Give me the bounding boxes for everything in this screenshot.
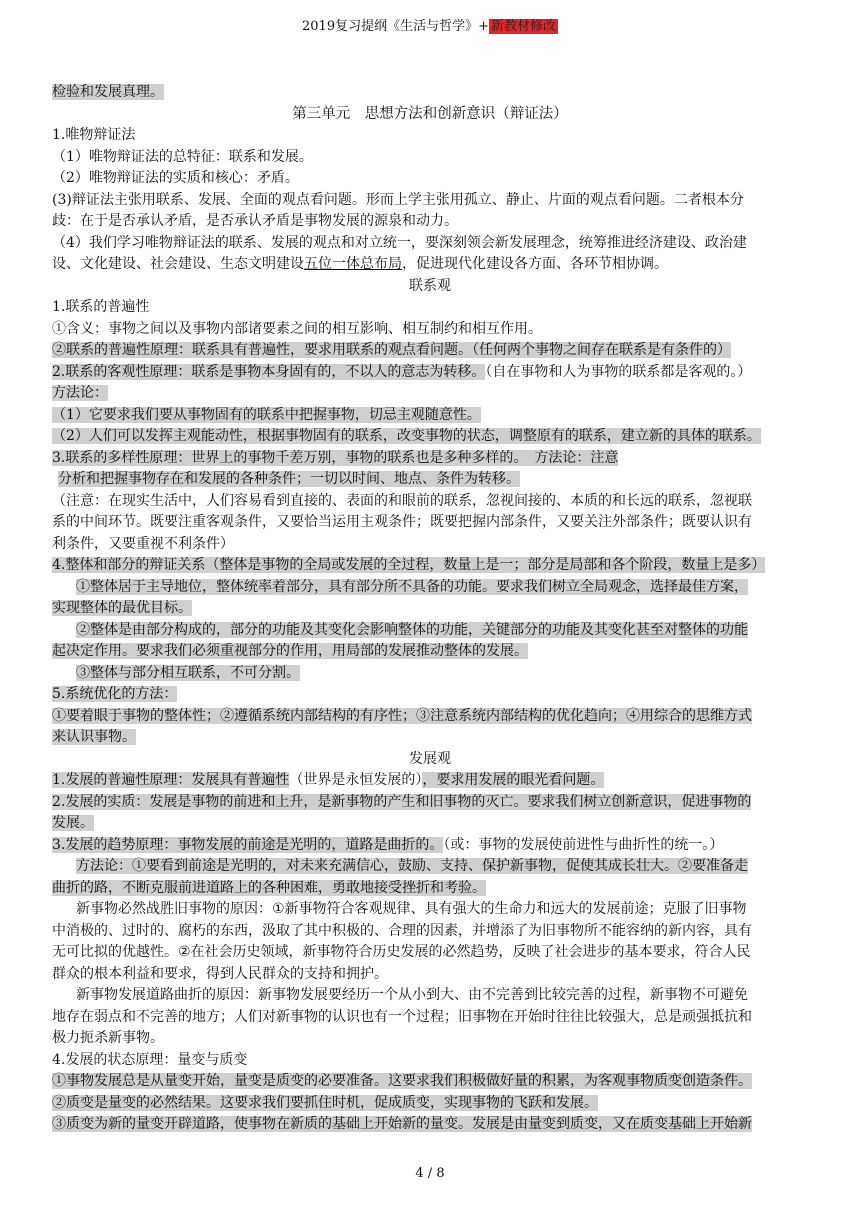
note-line: 新事物必然战胜旧事物的原因：①新事物符合客观规律、具有强大的生命力和远大的发展前途；克服了旧事物 <box>76 901 747 917</box>
text-line: ②整体是由部分构成的，部分的功能及其变化会影响整体的功能，关键部分的功能及其变化甚至对整体的功能 <box>76 621 748 638</box>
text-span: ，促进现代化建设各方面、各环节相协调。 <box>402 256 668 272</box>
highlighted-text: 2.联系的客观性原理：联系是事物本身固有的，不以人的意志为转移。 <box>52 363 486 380</box>
text-line: 3.联系的多样性原理：世界上的事物千差万别，事物的联系也是多种多样的。 方法论：注意 <box>52 449 619 466</box>
text-line: ①要着眼于事物的整体性；②遵循系统内部结构的有序性；③注意系统内部结构的优化趋向；④用综合的思维方式 <box>52 707 752 724</box>
highlighted-note: （任何两个事物之间存在联系是有条件的） <box>472 342 731 358</box>
text-line: ②质变是量变的必然结果。这要求我们要抓住时机，促成质变，实现事物的飞跃和发展。 <box>52 1094 598 1111</box>
text-line <box>52 254 808 276</box>
text-line <box>52 362 808 384</box>
highlighted-text: ②联系的普遍性原理：联系具有普遍性，要求用联系的观点看问题。 <box>52 342 472 358</box>
highlighted-text: ，要求用发展的眼光看问题。 <box>422 772 605 788</box>
page-number: 4 <box>415 1166 424 1181</box>
text-line: ①含义：事物之间以及事物内部诸要素之间的相互影响、相互制约和相互作用。 <box>52 320 542 337</box>
text-line: （4）我们学习唯物辩证法的联系、发展的观点和对立统一，要深刻领会新发展理念，统筹推进经济建设、政治建 <box>52 234 747 251</box>
text-line: 曲折的路，不断克服前进道路上的各种困难，勇敢地接受挫折和考验。 <box>52 879 486 896</box>
note-line: 利条件，又要重视不利条件） <box>52 535 234 552</box>
highlighted-text: 4.整体和部分的辩证关系 <box>52 557 206 573</box>
note-text: （世界是永恒发展的） <box>289 772 423 788</box>
text-line: 歧：在于是否承认矛盾，是否承认矛盾是事物发展的源泉和动力。 <box>52 213 458 229</box>
text-line: 起决定作用。要求我们必须重视部分的作用，用局部的发展推动整体的发展。 <box>52 643 528 659</box>
page-total: 8 <box>436 1166 445 1181</box>
text-line: 发展。 <box>52 815 94 831</box>
highlighted-text: 1.发展的普遍性原理：发展具有普遍性 <box>52 772 290 788</box>
text-line: ③质变为新的量变开辟道路，使事物在新质的基础上开始新的量变。发展是由量变到质变，又在质变基础上开始新 <box>52 1116 752 1132</box>
note-line: 群众的根本利益和要求，得到人民群众的支持和拥护。 <box>52 965 388 982</box>
text-line: （1）唯物辩证法的总特征：联系和发展。 <box>52 148 313 165</box>
text-line: （1）它要求我们要从事物固有的联系中把握事物，切忌主观随意性。 <box>52 406 481 423</box>
highlighted-note: （整体是事物的全局或发展的全过程，数量上是一；部分是局部和各个阶段，数量上是多） <box>205 557 766 573</box>
text-line: ①整体居于主导地位，整体统率着部分，具有部分所不具备的功能。要求我们树立全局观念，选择最佳方案， <box>76 578 748 595</box>
text-line <box>52 555 808 577</box>
text-line: 5.系统优化的方法： <box>52 686 178 702</box>
text-line: 4.发展的状态原理：量变与质变 <box>52 1051 248 1068</box>
text-line <box>52 835 808 857</box>
text-line: 方法论：①要看到前途是光明的，对未来充满信心，鼓励、支持、保护新事物，促使其成长壮大。②要准备走 <box>76 858 748 874</box>
underlined-text: 五位一体总布局 <box>304 256 402 272</box>
header-title: 2019复习提纲《生活与哲学》+ <box>302 19 489 34</box>
note-line: 无可比拟的优越性。②在社会历史领域，新事物符合历史发展的必然趋势，反映了社会进步的基本要求，符合人民 <box>52 944 751 960</box>
text-line: 实现整体的最优目标。 <box>52 600 192 616</box>
text-line: （2）唯物辩证法的实质和核心：矛盾。 <box>52 170 299 186</box>
page-header <box>0 18 860 36</box>
document-body <box>52 82 808 1136</box>
note-text: （自在事物和人为事物的联系都是客观的。） <box>485 363 752 380</box>
note-line: 极力扼杀新事物。 <box>52 1030 164 1046</box>
text-line: 来认识事物。 <box>52 729 136 745</box>
note-line: 地存在弱点和不完善的地方；人们对新事物的认识也有一个过程；旧事物在开始时往往比较强大，总是顽强抵抗和 <box>52 1008 752 1025</box>
text-line: 1.联系的普遍性 <box>52 299 150 315</box>
text-line <box>52 340 808 362</box>
subsection-title: 发展观 <box>409 750 451 767</box>
note-line: 新事物发展道路曲折的原因：新事物发展要经历一个从小到大、由不完善到比较完善的过程，新事物不可避免 <box>76 987 748 1003</box>
text-line: ①事物发展总是从量变开始，量变是质变的必要准备。这要求我们积极做好量的积累，为客观事物质变创造条件。 <box>52 1073 752 1089</box>
subsection-title: 联系观 <box>409 277 451 294</box>
text-span: 设、文化建设、社会建设、生态文明建设 <box>52 256 304 272</box>
section-title: 第三单元 思想方法和创新意识（辩证法） <box>292 105 568 122</box>
note-line: （注意：在现实生活中，人们容易看到直接的、表面的和眼前的联系，忽视间接的、本质的和长远的联系，忽视联 <box>52 492 752 509</box>
page-footer <box>0 1166 860 1181</box>
text-line: 检验和发展真理。 <box>52 84 164 100</box>
text-line: ③整体与部分相互联系，不可分割。 <box>76 664 300 681</box>
text-line: (3)辩证法主张用联系、发展、全面的观点看问题。形而上学主张用孤立、静止、片面的观点看问题。二者根本分 <box>52 191 744 208</box>
header-tag: 新教材修改 <box>490 19 556 34</box>
text-line <box>52 770 808 792</box>
note-line: 系的中间环节。既要注重客观条件，又要恰当运用主观条件；既要把握内部条件，又要关注外部条件；既要认识有 <box>52 514 752 530</box>
note-text: （或：事物的发展使前进性与曲折性的统一。） <box>443 836 724 853</box>
text-line: 1.唯物辩证法 <box>52 127 136 143</box>
text-line: 方法论： <box>52 385 108 401</box>
page-separator: / <box>427 1166 433 1181</box>
text-line: （2）人们可以发挥主观能动性，根据事物固有的联系，改变事物的状态，调整原有的联系，建立新的具体的联系。 <box>52 428 761 444</box>
text-line: 分析和把握事物存在和发展的各种条件；一切以时间、地点、条件为转移。 <box>58 471 520 487</box>
highlighted-text: 3.发展的趋势原理：事物发展的前途是光明的，道路是曲折的。 <box>52 836 444 853</box>
text-line: 2.发展的实质：发展是事物的前进和上升，是新事物的产生和旧事物的灭亡。要求我们树立创新意识，促进事物的 <box>52 793 752 810</box>
note-line: 中消极的、过时的、腐朽的东西，汲取了其中积极的、合理的因素，并增添了为旧事物所不能容纳的新内容，具有 <box>52 922 752 939</box>
